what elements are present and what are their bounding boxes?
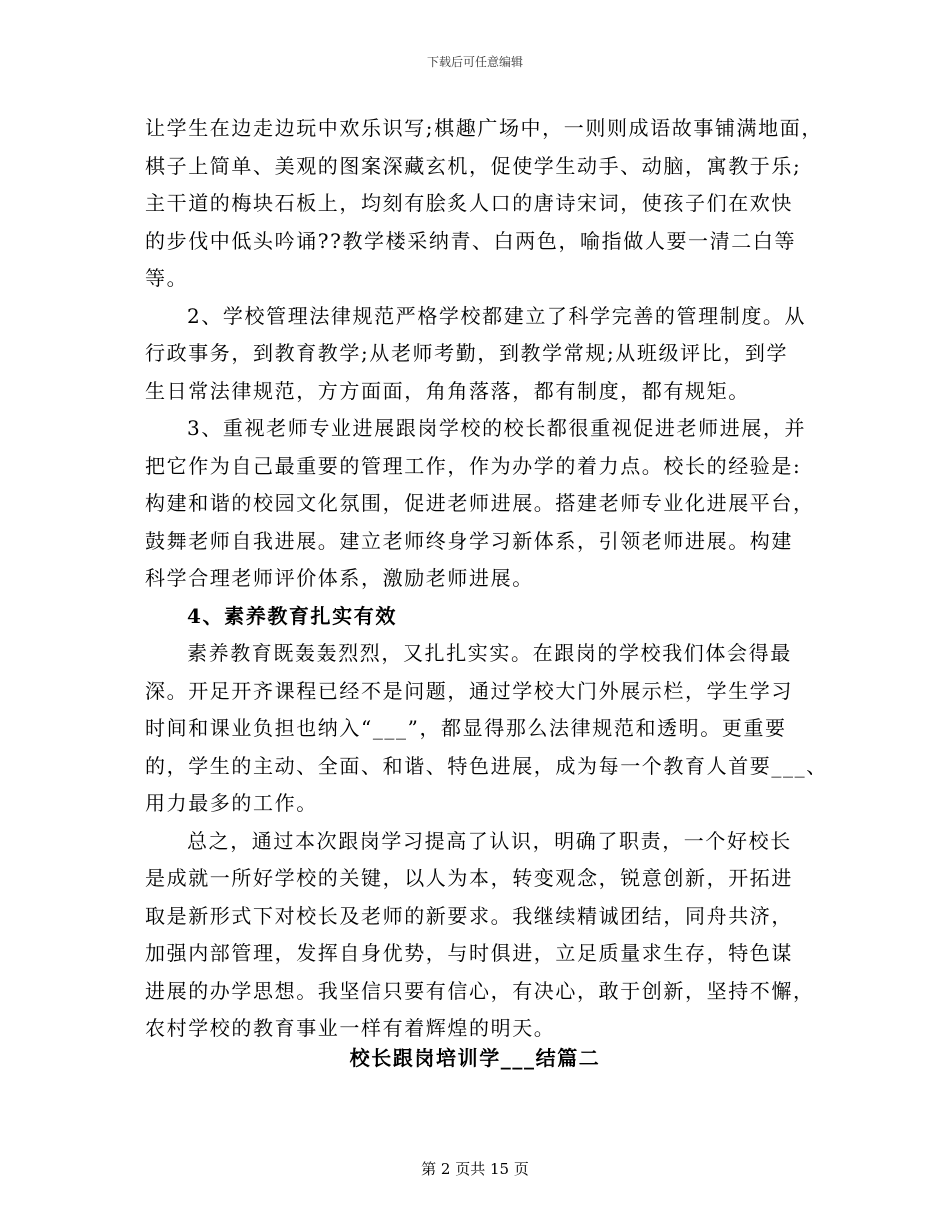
text-line: 科学合理老师评价体系，激励老师进展。 xyxy=(145,566,534,590)
text-line: 的步伐中低头吟诵??教学楼采纳青、白两色，喻指做人要一清二白等 xyxy=(145,228,797,253)
section-title: 校长跟岗培训学___结篇二 xyxy=(349,1046,601,1070)
text-line: 让学生在边走边玩中欢乐识写;棋趣广场中，一则则成语故事铺满地面， xyxy=(145,116,823,140)
text-line: 主干道的梅块石板上，均刻有脍炙人口的唐诗宋词，使孩子们在欢快 xyxy=(145,191,793,215)
text-line: 素养教育既轰轰烈烈，又扎扎实实。在跟岗的学校我们体会得最 xyxy=(187,641,792,665)
page-footer: 第 2 页共 15 页 xyxy=(421,1160,529,1178)
text-line: 2、学校管理法律规范严格学校都建立了科学完善的管理制度。从 xyxy=(187,303,807,328)
text-line: 农村学校的教育事业一样有着辉煌的明天。 xyxy=(145,1016,556,1040)
text-line: 生日常法律规范，方方面面，角角落落，都有制度，都有规矩。 xyxy=(145,378,750,403)
text-line: 进展的办学思想。我坚信只要有信心，有决心，敢于创新，坚持不懈， xyxy=(145,978,815,1003)
text-line: 是成就一所好学校的关键，以人为本，转变观念，锐意创新，开拓进 xyxy=(145,866,793,890)
text-line: 加强内部管理，发挥自身优势，与时俱进，立足质量求生存，特色谋 xyxy=(145,941,793,965)
body-text xyxy=(145,110,828,1048)
text-line: 的，学生的主动、全面、和谐、特色进展，成为每一个教育人首要___、 xyxy=(145,753,828,778)
text-line: 行政事务，到教育教学;从老师考勤，到教学常规;从班级评比，到学 xyxy=(145,341,789,365)
text-line: 把它作为自己最重要的管理工作，作为办学的着力点。校长的经验是: xyxy=(145,453,802,478)
text-line: 等。 xyxy=(145,266,189,290)
text-line: 时间和课业负担也纳入“___”，都显得那么法律规范和透明。更重要 xyxy=(145,716,787,740)
text-line: 鼓舞老师自我进展。建立老师终身学习新体系，引领老师进展。构建 xyxy=(145,528,793,553)
text-line: 取是新形式下对校长及老师的新要求。我继续精诚团结，同舟共济， xyxy=(145,903,793,928)
text-line: 棋子上简单、美观的图案深藏玄机，促使学生动手、动脑，寓教于乐; xyxy=(145,153,802,178)
text-line: 3、重视老师专业进展跟岗学校的校长都很重视促进老师进展，并 xyxy=(187,416,807,440)
text-line: 构建和谐的校园文化氛围，促进老师进展。搭建老师专业化进展平台， xyxy=(145,491,815,515)
subheading: 4、素养教育扎实有效 xyxy=(187,603,397,628)
text-line: 用力最多的工作。 xyxy=(145,791,318,815)
text-line: 深。开足开齐课程已经不是问题，通过学校大门外展示栏，学生学习 xyxy=(145,678,793,703)
page-header: 下载后可任意编辑 xyxy=(426,55,523,69)
text-line: 总之，通过本次跟岗学习提高了认识，明确了职责，一个好校长 xyxy=(187,828,792,853)
